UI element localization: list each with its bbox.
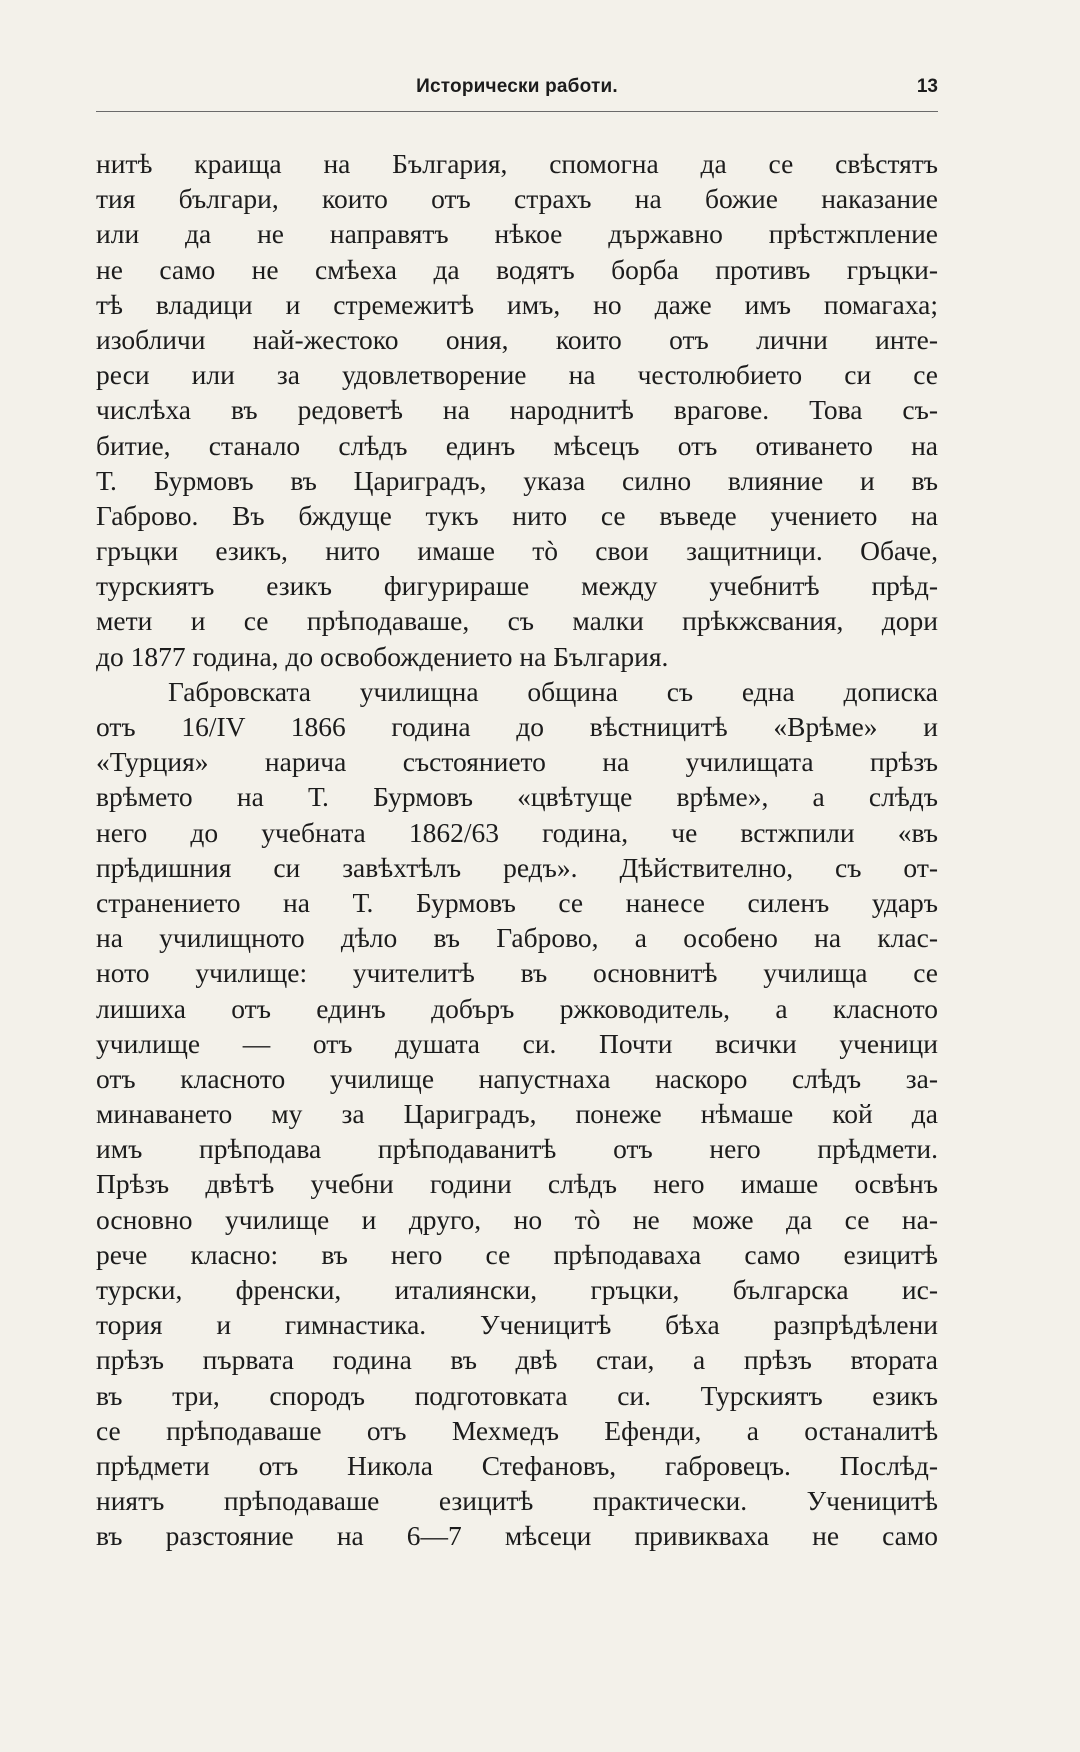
paragraph-start-line: Габровската училищна община съ една дописка <box>168 675 938 707</box>
text-line: Прѣзъ двѣтѣ учебни години слѣдъ него имаше освѣнъ <box>96 1168 938 1200</box>
text-line: прѣзъ първата година въ двѣ стаи, а прѣзъ втората <box>96 1344 938 1376</box>
text-line: рече класно: въ него се прѣподаваха само езицитѣ <box>96 1238 938 1270</box>
text-line: или да не направятъ нѣкое държавно прѣстжпление <box>96 218 938 250</box>
text-line: прѣдмети отъ Никола Стефановъ, габровецъ. Послѣд- <box>96 1449 938 1481</box>
text-line: въ три, спородъ подготовката си. Турскиятъ езикъ <box>96 1379 938 1411</box>
text-line: битие, станало слѣдъ единъ мѣсецъ отъ отиването на <box>96 429 938 461</box>
running-title: Исторически работи. <box>416 76 618 97</box>
body-text <box>96 146 938 1554</box>
text-line: отъ класното училище напустнаха наскоро слѣдъ за- <box>96 1062 938 1094</box>
text-line: турски, френски, италиянски, гръцки, българска ис- <box>96 1274 938 1305</box>
text-line: него до учебната 1862/63 година, че встжпили «въ <box>96 816 938 848</box>
text-line: гръцки езикъ, нито имаше тò свои защитници. Обаче, <box>96 535 938 567</box>
text-line: тия българи, които отъ страхъ на божие наказание <box>96 183 938 215</box>
running-head <box>96 72 938 112</box>
text-line: мети и се прѣподаваше, съ малки прѣкжсвания, дори <box>96 605 938 637</box>
text-line: ното училище: учителитѣ въ основнитѣ училища се <box>96 957 938 989</box>
text-line: нитѣ краища на България, спомогна да се свѣстятъ <box>96 148 938 179</box>
text-line: Т. Бурмовъ въ Цариградъ, указа силно влияние и въ <box>96 464 938 496</box>
text-line: тория и гимнастика. Ученицитѣ бѣха разпрѣдѣлени <box>96 1309 938 1341</box>
text-line: «Турция» нарича състоянието на училищата прѣзъ <box>96 746 938 778</box>
text-line: минаването му за Цариградъ, понеже нѣмаше кой да <box>96 1098 938 1130</box>
text-line: турскиятъ езикъ фигурираше между учебнитѣ прѣд- <box>96 570 938 602</box>
text-line: училище — отъ душата си. Почти всички ученици <box>96 1027 938 1059</box>
text-line: лишиха отъ единъ добъръ ржководитель, а класното <box>96 992 938 1024</box>
text-line: имъ прѣподава прѣподаванитѣ отъ него прѣдмети. <box>96 1133 938 1165</box>
text-line: на училищното дѣло въ Габрово, а особено на клас- <box>96 922 938 954</box>
text-line: ниятъ прѣподаваше езицитѣ практически. Ученицитѣ <box>96 1485 938 1517</box>
text-line: реси или за удовлетворение на честолюбието си се <box>96 359 938 391</box>
text-line: прѣдишния си завѣхтѣлъ редъ». Дѣйствително, съ от- <box>96 851 938 883</box>
text-line: числѣха въ редоветѣ на народнитѣ врагове. Това съ- <box>96 394 938 426</box>
paragraph-end-line: до 1877 година, до освобождението на България. <box>96 640 669 672</box>
text-line: не само не смѣеха да водятъ борба противъ гръцки- <box>96 253 938 285</box>
text-line: Габрово. Въ бждуще тукъ нито се въведе учението на <box>96 499 938 531</box>
text-line: отъ 16/IV 1866 година до вѣстницитѣ «Врѣме» и <box>96 711 938 742</box>
page-number: 13 <box>916 76 938 97</box>
text-line: въ разстояние на 6—7 мѣсеци привикваха не само <box>96 1520 938 1552</box>
text-line: основно училище и друго, но тò не може да се на- <box>96 1203 938 1235</box>
text-line: изобличи най-жестоко ония, които отъ лични инте- <box>96 323 938 355</box>
text-line: врѣмето на Т. Бурмовъ «цвѣтуще врѣме», а слѣдъ <box>96 781 938 813</box>
header-rule <box>96 111 938 112</box>
text-line: се прѣподаваше отъ Мехмедъ Ефенди, а останалитѣ <box>96 1414 938 1446</box>
text-line: странението на Т. Бурмовъ се нанесе силенъ ударъ <box>96 886 938 918</box>
text-line: тѣ владици и стремежитѣ имъ, но даже имъ помагаха; <box>96 288 938 320</box>
